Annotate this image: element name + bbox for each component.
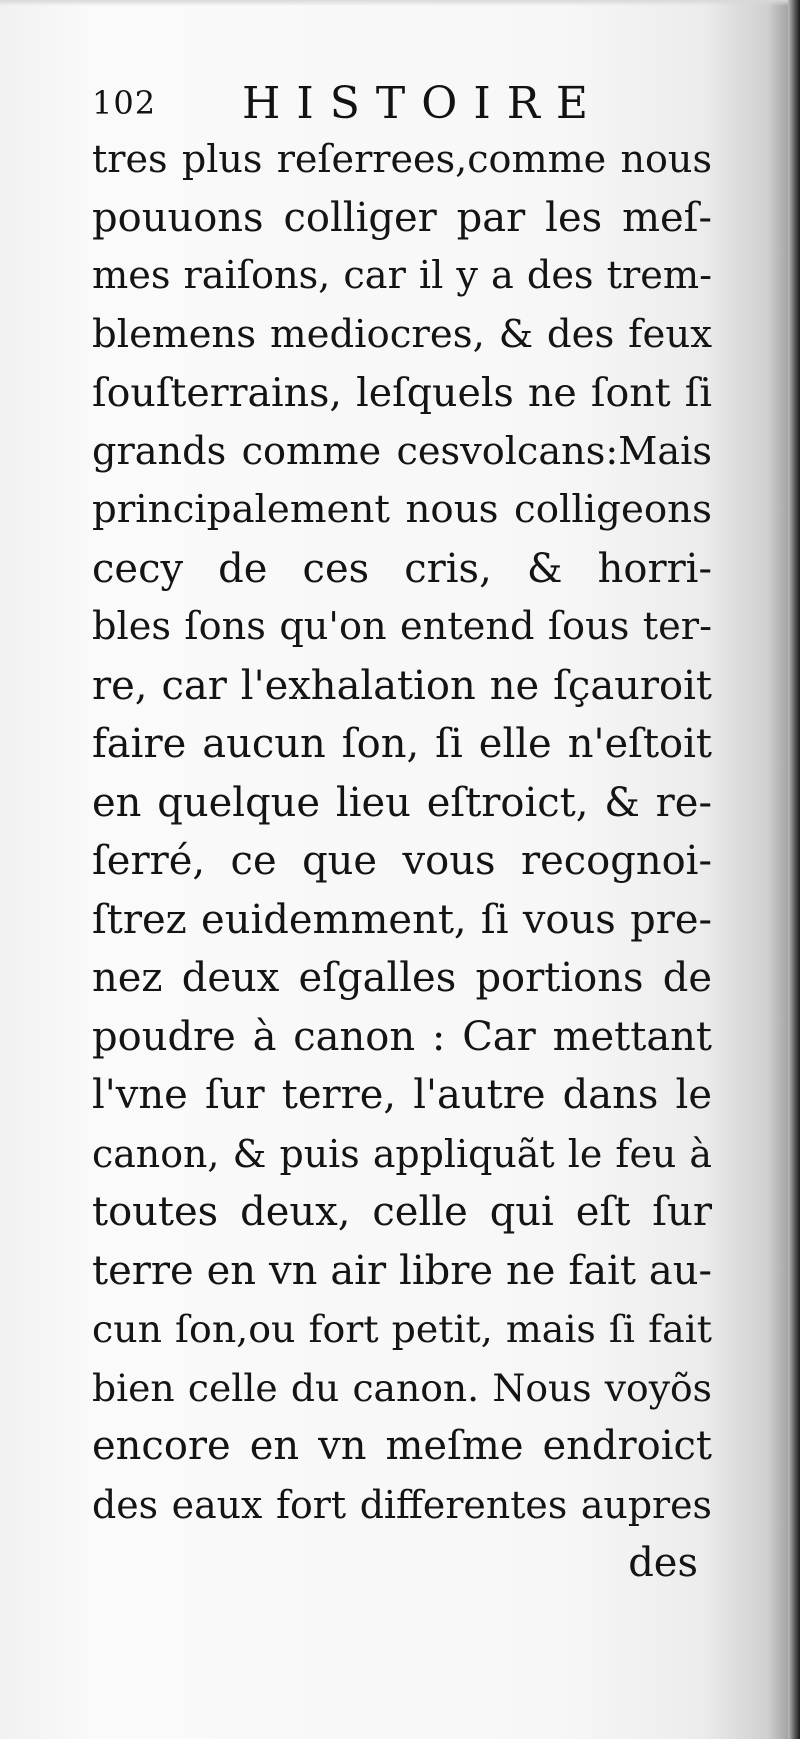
text-line: ſouſterrains, leſquels ne ſont ſi <box>92 370 712 416</box>
text-line: des eaux fort differentes aupres <box>92 1482 712 1527</box>
text-line: mes raiſons, car il y a des trem- <box>92 254 712 298</box>
page-number: 102 <box>92 84 157 122</box>
text-line: faire aucun ſon, ſi elle n'eſtoit <box>92 721 712 767</box>
catchword: des <box>628 1540 698 1586</box>
running-head: HISTOIRE <box>242 78 604 129</box>
page-header <box>92 78 712 134</box>
text-line: canon, & puis appliquãt le feu à <box>92 1131 712 1176</box>
text-line: tres plus reſerrees,comme nous <box>92 137 712 181</box>
text-line: ſtrez euidemment, ſi vous pre- <box>92 896 712 943</box>
text-line: toutes deux, celle qui eſt ſur <box>92 1189 712 1235</box>
text-line: re, car l'exhalation ne ſçauroit <box>92 662 712 709</box>
binding-shadow <box>788 0 800 1739</box>
text-line: poudre à canon : Car mettant <box>92 1013 712 1060</box>
text-line: bles ſons qu'on entend ſous ter- <box>92 604 712 649</box>
text-line: cun ſon,ou fort petit, mais ſi fait <box>92 1307 712 1351</box>
text-line: pouuons colliger par les meſ- <box>92 194 712 241</box>
text-line: encore en vn meſme endroict <box>92 1423 712 1469</box>
text-line: blemens mediocres, & des feux <box>92 311 712 357</box>
body-text <box>92 130 712 1593</box>
text-line: grands comme cesvolcans:Mais <box>92 429 712 474</box>
text-line: en quelque lieu eſtroict, & re- <box>92 779 712 826</box>
text-line: ſerré, ce que vous recognoi- <box>92 838 712 884</box>
page-top-edge <box>0 0 800 6</box>
text-line: terre en vn air libre ne fait au- <box>92 1247 712 1294</box>
text-line: bien celle du canon. Nous voyõs <box>92 1365 712 1410</box>
text-line: l'vne ſur terre, l'autre dans le <box>92 1072 712 1118</box>
text-line: cecy de ces cris, & horri- <box>92 545 712 592</box>
text-line: principalement nous colligeons <box>92 487 712 532</box>
text-line: nez deux eſgalles portions de <box>92 955 712 1001</box>
